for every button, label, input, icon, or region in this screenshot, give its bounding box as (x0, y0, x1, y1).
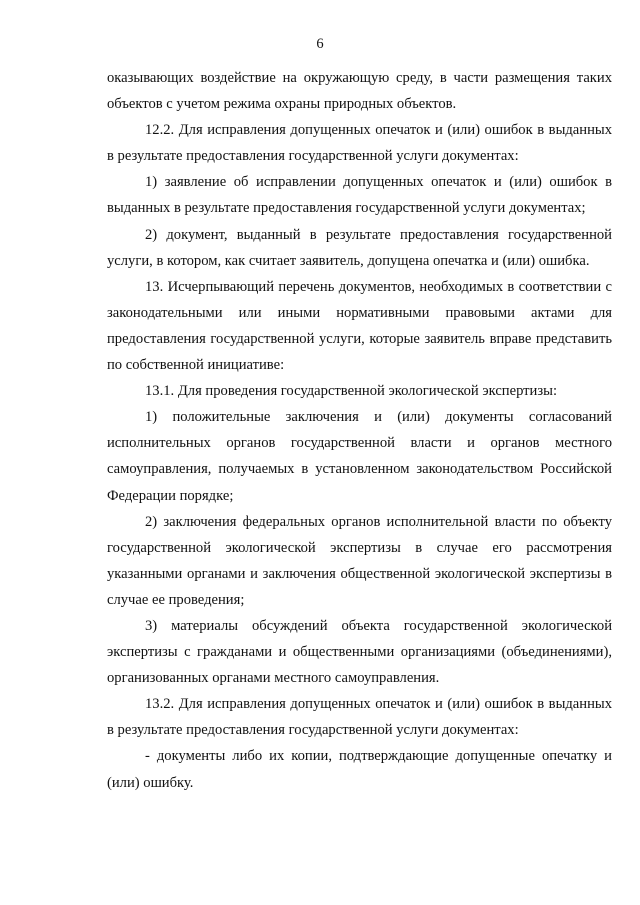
paragraph-13: 13. Исчерпывающий перечень документов, необходимых в соответствии с законодательными или иными нормативными правовыми актами для предоставления государственной услуги, которые заявитель вправе представить по собственной инициативе: (107, 278, 612, 374)
document-body (107, 65, 612, 796)
paragraph-13-2-item: - документы либо их копии, подтверждающие допущенные опечатку и (или) ошибку. (107, 748, 612, 791)
paragraph-13-2: 13.2. Для исправления допущенных опечаток и (или) ошибок в выданных в результате предоставления государственной услуги документах: (107, 696, 612, 739)
paragraph-13-1: 13.1. Для проведения государственной экологической экспертизы: (145, 383, 557, 400)
paragraph-13-1-item-2: 2) заключения федеральных органов исполнительной власти по объекту государственной экологической экспертизы в случае его рассмотрения указанными органами и заключения общественной экологической экспертизы в случае ее проведения; (107, 513, 612, 608)
paragraph-continuation: оказывающих воздействие на окружающую среду, в части размещения таких объектов с учетом режима охраны природных объектов. (107, 70, 612, 113)
paragraph-12-2: 12.2. Для исправления допущенных опечаток и (или) ошибок в выданных в результате предоставления государственной услуги документах: (107, 122, 612, 165)
paragraph-12-2-item-1: 1) заявление об исправлении допущенных опечаток и (или) ошибок в выданных в результате предоставления государственной услуги документах; (107, 174, 612, 217)
paragraph-13-1-item-3: 3) материалы обсуждений объекта государственной экологической экспертизы с гражданами и общественными организациями (объединениями), организованных органами местного самоуправления. (107, 617, 612, 687)
paragraph-12-2-item-2: 2) документ, выданный в результате предоставления государственной услуги, в котором, как считает заявитель, допущена опечатка и (или) ошибка. (107, 226, 612, 269)
paragraph-13-1-item-1: 1) положительные заключения и (или) документы согласований исполнительных органов государственной власти и органов местного самоуправления, получаемых в установленном законодательством Российской Федерации порядке; (107, 409, 612, 504)
page-number: 6 (316, 36, 324, 52)
